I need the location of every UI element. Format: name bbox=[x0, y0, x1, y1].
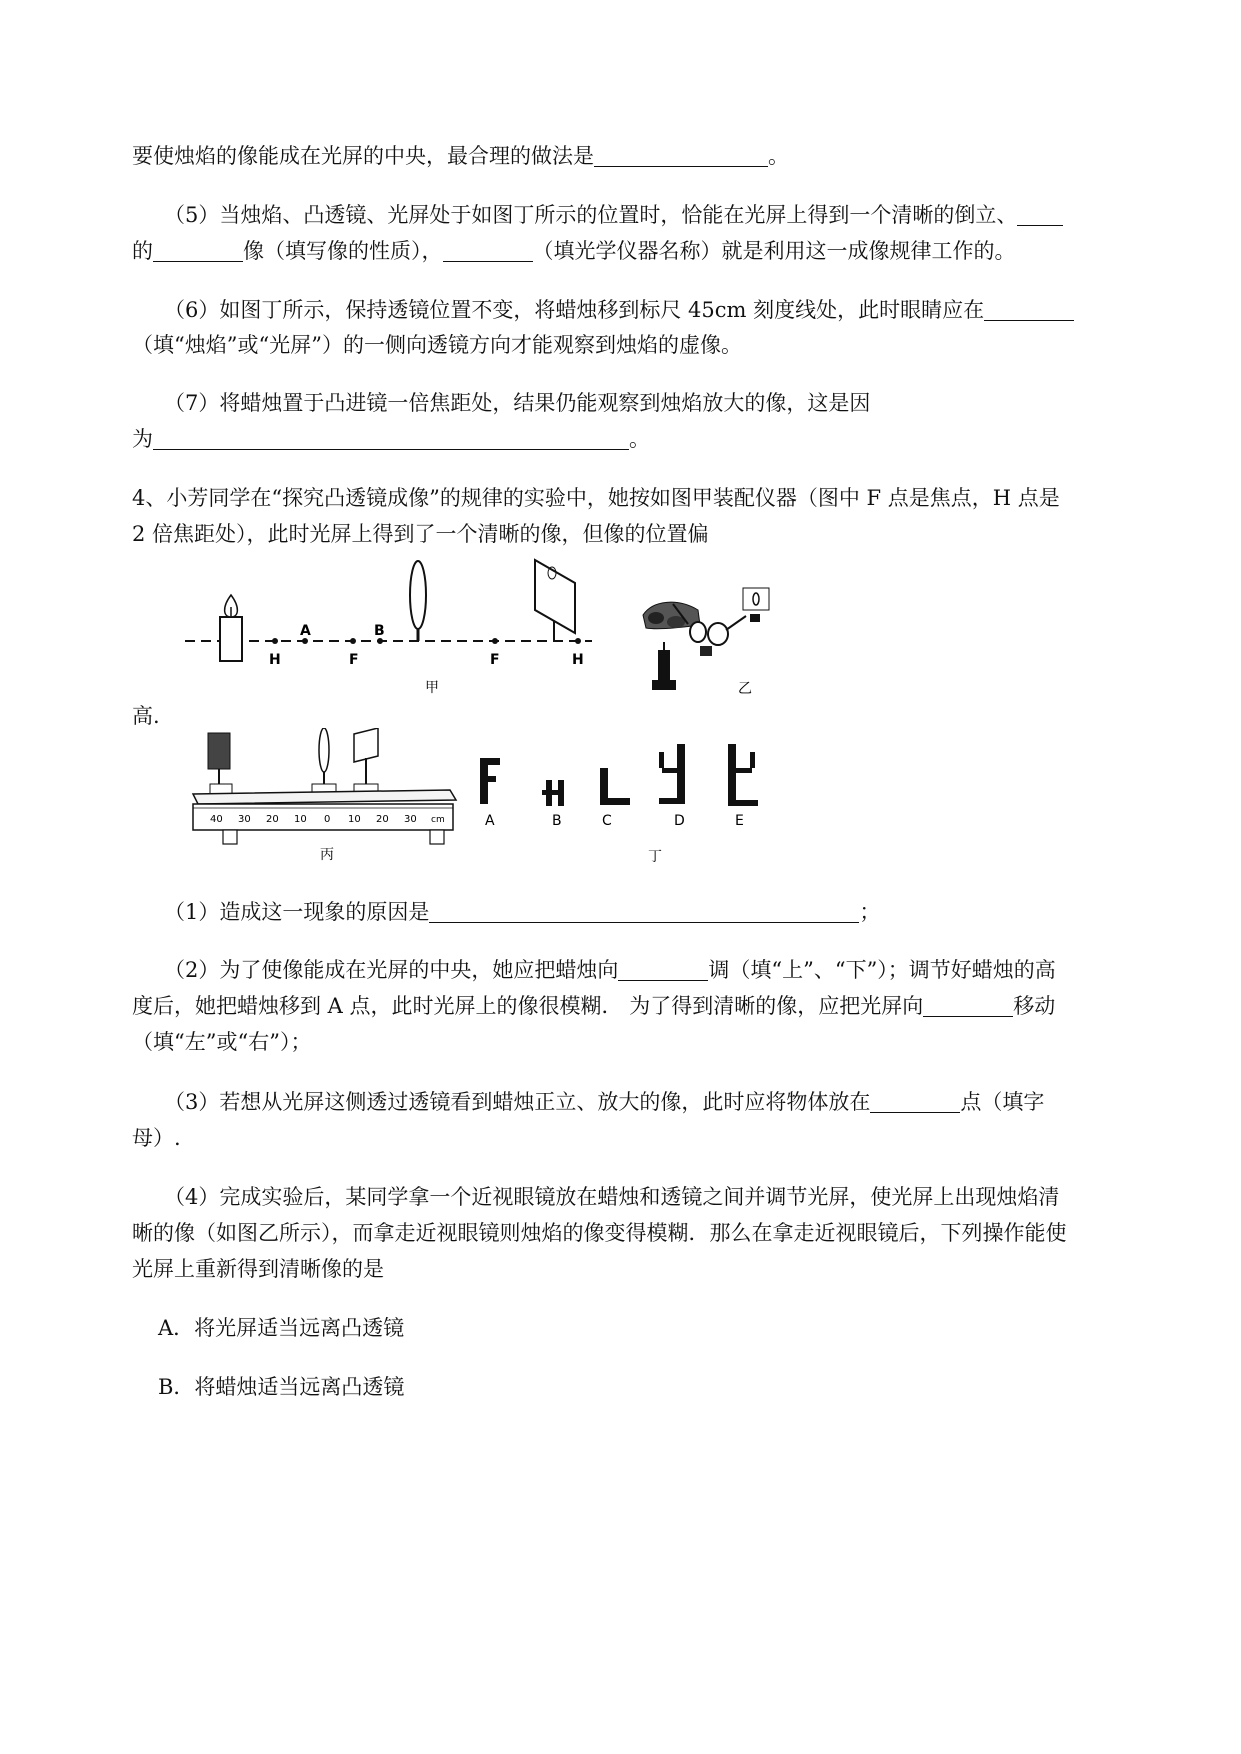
text: 移动 bbox=[1013, 994, 1056, 1018]
text-line bbox=[132, 331, 742, 359]
scale-label: 10 bbox=[348, 814, 361, 825]
scale-label: 20 bbox=[266, 814, 279, 825]
scale-label: cm bbox=[431, 815, 445, 825]
text: 度后，她把蜡烛移到 A 点，此时光屏上的像很模糊． 为了得到清晰的像，应把光屏向 bbox=[132, 994, 924, 1018]
figure-caption: 丁 bbox=[648, 849, 662, 865]
glasses-lens bbox=[708, 623, 728, 645]
text: 像（填写像的性质）， bbox=[243, 239, 443, 263]
text: （2）为了使像能成在光屏的中央，她应把蜡烛向 bbox=[164, 958, 619, 982]
answer-blank[interactable] bbox=[1017, 203, 1063, 226]
option-a[interactable] bbox=[158, 1314, 404, 1342]
answer-blank[interactable] bbox=[984, 298, 1074, 321]
text-line bbox=[132, 1219, 1067, 1247]
option-label: E bbox=[735, 813, 744, 829]
text-line bbox=[164, 201, 1063, 229]
light-screen bbox=[743, 588, 769, 610]
text: 高. bbox=[132, 704, 160, 728]
option-label: B bbox=[552, 813, 562, 829]
point-label: A bbox=[300, 623, 311, 639]
answer-blank[interactable] bbox=[923, 994, 1013, 1017]
option-image-b bbox=[542, 780, 564, 806]
point-label: B bbox=[374, 623, 385, 639]
text-line bbox=[164, 1183, 1059, 1211]
text-line bbox=[132, 992, 1055, 1020]
text: 。 bbox=[768, 144, 789, 168]
figure-caption: 甲 bbox=[425, 680, 439, 695]
text: 2 倍焦距处），此时光屏上得到了一个清晰的像，但像的位置偏 bbox=[132, 522, 709, 546]
scale-label: 30 bbox=[238, 814, 251, 825]
figure-bing bbox=[188, 728, 463, 863]
scale-label: 10 bbox=[294, 814, 307, 825]
answer-blank[interactable] bbox=[594, 144, 768, 167]
text-line bbox=[132, 1028, 311, 1056]
text: 。 bbox=[629, 427, 650, 451]
text-line bbox=[132, 425, 650, 453]
light-screen bbox=[354, 728, 378, 762]
text-line bbox=[164, 956, 1056, 984]
text: （7）将蜡烛置于凸进镜一倍焦距处，结果仍能观察到烛焰放大的像，这是因 bbox=[164, 391, 871, 415]
text-line bbox=[132, 1255, 384, 1283]
text-line bbox=[164, 296, 1074, 324]
text: （填光学仪器名称）就是利用这一成像规律工作的。 bbox=[532, 239, 1016, 263]
text: （填“烛焰”或“光屏”）的一侧向透镜方向才能观察到烛焰的虚像。 bbox=[132, 333, 742, 357]
candle bbox=[658, 650, 670, 680]
option-label: D bbox=[674, 813, 685, 829]
point-dot bbox=[492, 638, 498, 644]
convex-lens bbox=[319, 728, 329, 772]
text: （5）当烛焰、凸透镜、光屏处于如图丁所示的位置时，恰能在光屏上得到一个清晰的倒立、 bbox=[164, 203, 1018, 227]
scale-label: 40 bbox=[210, 814, 223, 825]
answer-blank[interactable] bbox=[443, 239, 533, 262]
text: B．将蜡烛适当远离凸透镜 bbox=[158, 1375, 405, 1399]
figure-jia bbox=[180, 555, 600, 695]
scale-label: 30 bbox=[404, 814, 417, 825]
text-line bbox=[164, 1088, 1044, 1116]
point-label: F bbox=[349, 652, 359, 668]
scale-label: 20 bbox=[376, 814, 389, 825]
text-line bbox=[132, 520, 709, 548]
option-image-e bbox=[728, 744, 758, 806]
text: （3）若想从光屏这侧透过透镜看到蜡烛正立、放大的像，此时应将物体放在 bbox=[164, 1090, 871, 1114]
answer-blank[interactable] bbox=[618, 958, 708, 981]
point-label: H bbox=[572, 652, 584, 668]
option-b[interactable] bbox=[158, 1373, 404, 1401]
text-line bbox=[132, 1124, 181, 1152]
answer-blank[interactable] bbox=[429, 900, 859, 923]
text: 光屏上重新得到清晰像的是 bbox=[132, 1257, 384, 1281]
text: A．将光屏适当远离凸透镜 bbox=[158, 1316, 405, 1340]
text: （1）造成这一现象的原因是 bbox=[164, 900, 430, 924]
point-dot bbox=[272, 638, 278, 644]
text-line bbox=[132, 702, 160, 730]
text: 的 bbox=[132, 239, 153, 263]
option-image-a bbox=[480, 758, 500, 804]
answer-blank[interactable] bbox=[870, 1090, 960, 1113]
point-label: F bbox=[490, 652, 500, 668]
option-label: A bbox=[485, 813, 495, 829]
text: 调（填“上”、“下”）；调节好蜡烛的高 bbox=[708, 958, 1056, 982]
text-line bbox=[132, 142, 789, 170]
text: 母）. bbox=[132, 1126, 181, 1150]
point-dot bbox=[575, 638, 581, 644]
text: 晰的像（如图乙所示），而拿走近视眼镜则烛焰的像变得模糊．那么在拿走近视眼镜后，下列操作能使 bbox=[132, 1221, 1067, 1245]
figure-yi bbox=[638, 580, 788, 705]
text: 为 bbox=[132, 427, 153, 451]
text-line bbox=[132, 484, 1060, 512]
text: （4）完成实验后，某同学拿一个近视眼镜放在蜡烛和透镜之间并调节光屏，使光屏上出现烛焰清 bbox=[164, 1185, 1060, 1209]
answer-blank[interactable] bbox=[153, 427, 629, 450]
figure-ding bbox=[472, 738, 777, 868]
point-label: H bbox=[269, 652, 281, 668]
text: 4、小芳同学在“探究凸透镜成像”的规律的实验中，她按如图甲装配仪器（图中 F 点是焦点，H 点是 bbox=[132, 486, 1060, 510]
text: （填“左”或“右”）； bbox=[132, 1030, 312, 1054]
text: 要使烛焰的像能成在光屏的中央，最合理的做法是 bbox=[132, 144, 594, 168]
figure-caption: 乙 bbox=[738, 681, 752, 697]
figure-caption: 丙 bbox=[320, 847, 334, 863]
text-line bbox=[164, 389, 870, 417]
text-line bbox=[164, 898, 880, 926]
convex-lens bbox=[410, 561, 426, 629]
glasses-lens bbox=[690, 622, 706, 642]
text: 点（填字 bbox=[960, 1090, 1045, 1114]
option-label: C bbox=[602, 813, 612, 829]
text: ； bbox=[859, 900, 881, 924]
answer-blank[interactable] bbox=[153, 239, 243, 262]
option-image-c bbox=[600, 768, 630, 805]
text-line bbox=[132, 237, 1016, 265]
candle bbox=[220, 617, 242, 661]
option-image-d bbox=[659, 744, 685, 804]
text: （6）如图丁所示，保持透镜位置不变，将蜡烛移到标尺 45cm 刻度线处，此时眼睛应在 bbox=[164, 298, 985, 322]
point-dot bbox=[350, 638, 356, 644]
scale-label: 0 bbox=[324, 814, 331, 825]
f-object bbox=[208, 733, 230, 769]
